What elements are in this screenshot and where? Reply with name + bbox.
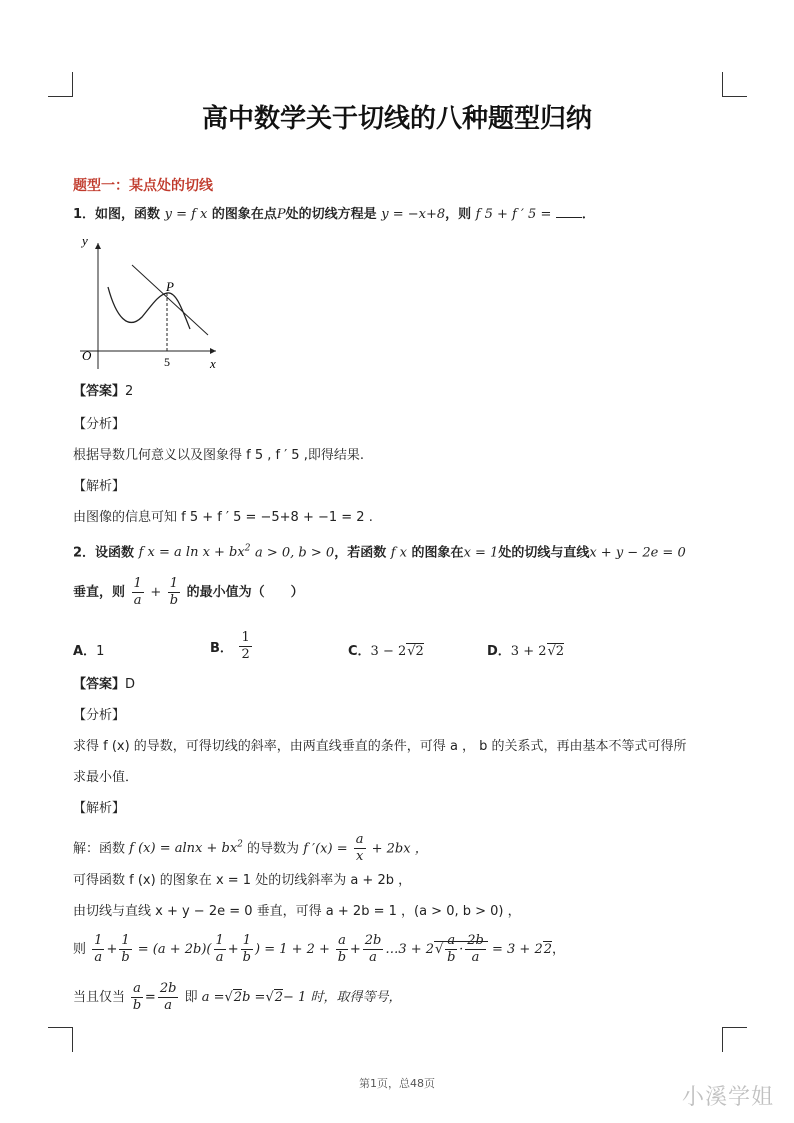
q1-text: 如图，函数 <box>95 207 161 222</box>
page-title: 高中数学关于切线的八种题型归纳 <box>201 104 592 134</box>
sqrt-sign: √ $\frac{a}{b}$ · $\frac{2b}{a}$ <box>434 941 488 957</box>
fraction-1-over-b: $\frac{1}{b}$ <box>169 576 179 608</box>
q1-analysis: 根据导数几何意义以及图象得 f 5 , f ′ 5 ,即得结果. <box>73 448 364 463</box>
q1-point: P <box>276 207 286 222</box>
origin-label: O <box>82 348 92 363</box>
question-1: 1．如图，函数 y = f x 的图象在点P处的切线方程是 y = −x+8，则 f 5 + f ′ 5 = ． <box>73 207 595 222</box>
option-a: A．1 <box>73 644 105 659</box>
q2-solution-line-4: 则 $\frac{1}{a}$ + $\frac{1}{b}$ = (a + 2b)( $\frac{1}{a}$ + $\frac{1}{b}$ ) = 1 + 2 + $\frac{a}{b}$ + $\frac{2b}{a}$ …3 + 2√ $\frac{a}{b}$ · $\frac{2b}{a}$ = 3 + 22， <box>73 933 566 965</box>
q2-text: 设函数 <box>95 545 135 561</box>
y-axis-label: y <box>82 233 88 248</box>
function-curve <box>108 287 190 329</box>
q2-condition: a > 0, b > 0 <box>254 545 335 561</box>
q1-solution-tag: 【解析】 <box>73 479 126 494</box>
q2-answer <box>73 676 135 694</box>
q2-solution-line-3: 由切线与直线 x + y − 2e = 0 垂直，可得 a + 2b = 1 ，(a > 0, b > 0) ， <box>73 904 521 919</box>
tangent-line <box>132 265 208 335</box>
section-title: 题型一：某点处的切线 <box>73 178 213 194</box>
q2-analysis-tag: 【分析】 <box>73 708 126 723</box>
q1-answer <box>73 383 133 401</box>
corner-mark-top-right <box>722 72 747 97</box>
q2-function: f x = a $\ln x + bx^2$ <box>138 544 251 561</box>
q2-point: x = 1 <box>463 545 499 561</box>
question-2 <box>73 540 686 562</box>
question-number: 2． <box>73 545 96 561</box>
sqrt-sign: √2 <box>547 644 565 659</box>
q2-line-equation: x + y − 2e = 0 <box>589 545 686 561</box>
q2-solution-line-1: 解：函数 f $(x) = alnx + bx^2$ 的导数为 f ′(x) = $\frac{a}{x}$ + 2bx ， <box>73 832 428 865</box>
q2-solution-line-2: 可得函数 f (x) 的图象在 x = 1 处的切线斜率为 a + 2b ， <box>73 873 412 888</box>
q1-text: ，则 <box>445 207 472 222</box>
q1-expression: f 5 + f ′ 5 = <box>475 207 552 222</box>
derivative-function: f $(x) = alnx + bx^2$ <box>129 840 243 857</box>
q2-analysis-line-1: 求得 f (x) 的导数，可得切线的斜率，由两直线垂直的条件，可得 a ， b 的关系式，再由基本不等式可得所 <box>73 739 687 754</box>
q2-analysis-line-2: 求最小值． <box>73 770 139 785</box>
q1-function: y = f x <box>164 207 208 222</box>
x-tick-label: 5 <box>164 355 170 369</box>
q2-text: 的图象在 <box>411 545 464 561</box>
option-c: C．3 − 2√2 <box>348 644 424 659</box>
q1-text: 处的切线方程是 <box>285 207 377 222</box>
q2-text: 的最小值为（ ） <box>186 585 304 600</box>
q1-solution: 由图像的信息可知 f 5 + f ′ 5 = −5+8 + −1 = 2 . <box>73 510 373 525</box>
answer-value: 2 <box>125 384 134 399</box>
question-number: 1． <box>73 207 96 222</box>
corner-mark-bottom-left <box>48 1027 73 1052</box>
q1-analysis-tag: 【分析】 <box>73 417 126 432</box>
corner-mark-top-left <box>48 72 73 97</box>
fraction-1-over-a: $\frac{1}{a}$ <box>133 576 142 608</box>
answer-value: D <box>125 677 136 692</box>
q2-text: 处的切线与直线 <box>498 545 590 561</box>
q1-text: 的图象在点 <box>211 207 277 222</box>
answer-tag: 【答案】 <box>73 384 126 399</box>
option-d: D．3 + 2√2 <box>487 644 565 659</box>
answer-blank <box>556 205 582 218</box>
option-b: B． $\frac{1}{2}$ <box>210 630 250 662</box>
page-footer: 第1页，总48页 <box>359 1077 435 1090</box>
question-2-cont: 垂直，则 $\frac{1}{a}$ + $\frac{1}{b}$ 的最小值为（ ） <box>73 576 304 608</box>
q2-text: ，若函数 <box>334 545 387 561</box>
q2-solution-tag: 【解析】 <box>73 801 126 816</box>
sqrt-value: 2 <box>543 942 552 957</box>
function-graph <box>76 229 226 374</box>
point-label: P <box>166 279 174 294</box>
q2-function-ref: f x <box>390 545 408 561</box>
q2-solution-line-5: 当且仅当 $\frac{a}{b}$ = $\frac{2b}{a}$ 即 a =√2b =√2− 1 时，取得等号， <box>73 981 402 1013</box>
q1-tangent-equation: y = −x+8 <box>381 207 446 222</box>
sqrt-sign: √2 <box>407 644 424 659</box>
x-axis-label: x <box>210 356 216 371</box>
watermark: 小溪学姐 <box>682 1085 775 1110</box>
q2-text: 垂直，则 <box>73 585 126 600</box>
corner-mark-bottom-right <box>722 1027 747 1052</box>
answer-tag: 【答案】 <box>73 677 126 692</box>
